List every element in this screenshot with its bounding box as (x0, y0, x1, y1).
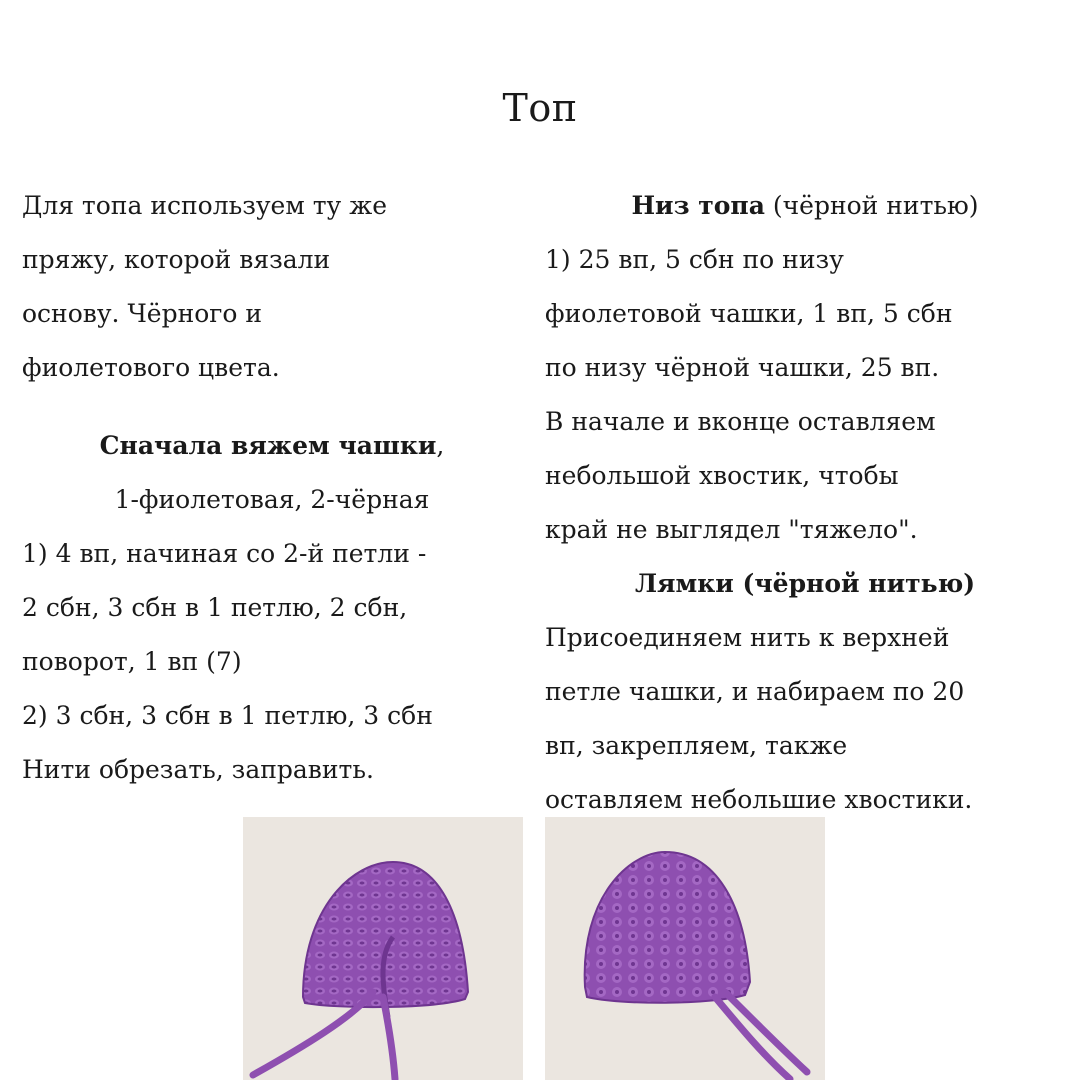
bottom-line-4: В начале и вконце оставляем (545, 407, 936, 436)
cups-heading-tail: , (436, 431, 445, 460)
crochet-cup-back-photo (243, 817, 523, 1080)
step-line-2: 2 сбн, 3 сбн в 1 петлю, 2 сбн, (22, 593, 408, 622)
bottom-line-5: небольшой хвостик, чтобы (545, 461, 899, 490)
intro-line-4: фиолетового цвета. (22, 353, 280, 382)
straps-heading: Лямки (чёрной нитью) (634, 569, 976, 598)
intro-line-2: пряжу, которой вязали (22, 245, 331, 274)
bottom-heading-tail: (чёрной нитью) (764, 191, 979, 220)
cups-subheading: 1-фиолетовая, 2-чёрная (114, 485, 430, 514)
straps-line-3: вп, закрепляем, также (545, 731, 848, 760)
straps-line-2: петле чашки, и набираем по 20 (545, 677, 965, 706)
step-line-3: поворот, 1 вп (7) (22, 647, 242, 676)
cups-heading (22, 419, 522, 473)
intro-line-1: Для топа используем ту же (22, 191, 388, 220)
bottom-heading (545, 179, 1065, 233)
bottom-heading-bold: Низ топа (631, 191, 765, 220)
step-line-4: 2) 3 сбн, 3 сбн в 1 петлю, 3 сбн (22, 701, 433, 730)
crochet-cup-front-image (545, 817, 825, 1080)
straps-line-4: оставляем небольшие хвостики. (545, 785, 973, 814)
left-column (22, 179, 522, 797)
cups-heading-bold: Сначала вяжем чашки (99, 431, 437, 460)
bottom-line-1: 1) 25 вп, 5 сбн по низу (545, 245, 844, 274)
bottom-line-6: край не выглядел "тяжело". (545, 515, 918, 544)
page-title: Топ (502, 86, 578, 130)
right-column (545, 179, 1065, 827)
step-line-5: Нити обрезать, заправить. (22, 755, 374, 784)
bottom-line-2: фиолетовой чашки, 1 вп, 5 сбн (545, 299, 953, 328)
crochet-cup-back-image (243, 817, 523, 1080)
intro-line-3: основу. Чёрного и (22, 299, 263, 328)
bottom-line-3: по низу чёрной чашки, 25 вп. (545, 353, 940, 382)
crochet-cup-front-photo (545, 817, 825, 1080)
straps-line-1: Присоединяем нить к верхней (545, 623, 950, 652)
step-line-1: 1) 4 вп, начиная со 2-й петли - (22, 539, 427, 568)
